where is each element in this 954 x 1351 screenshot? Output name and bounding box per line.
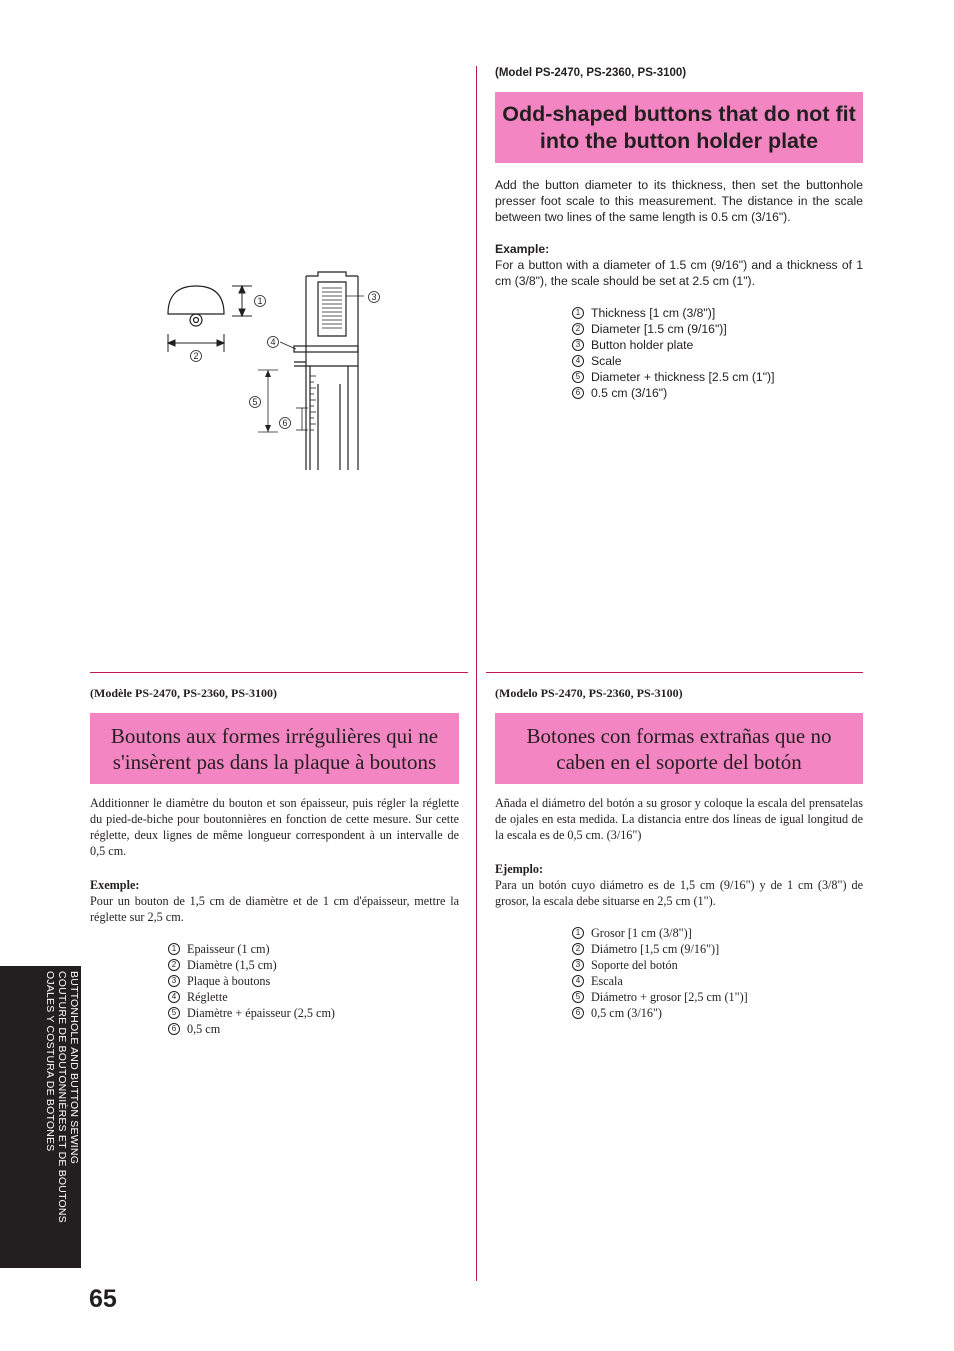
callout-2-label: 2	[193, 351, 199, 361]
callout-3	[369, 292, 380, 303]
column-divider	[476, 66, 477, 1281]
english-intro: Add the button diameter to its thickness, then set the buttonhole presser foot scale to this measurement. The distance in the scale between two lines of the same length is 0.5 cm (3/16").	[495, 178, 863, 224]
legend-number: 2	[572, 943, 584, 955]
legend-text: Diámetro [1,5 cm (9/16")]	[591, 942, 720, 956]
presser-foot-illustration	[294, 272, 358, 470]
legend-number: 6	[572, 1007, 584, 1019]
callout-5-label: 5	[252, 397, 258, 407]
english-model-label: (Model PS-2470, PS-2360, PS-3100)	[495, 67, 687, 79]
legend-text: Epaisseur (1 cm)	[187, 942, 270, 956]
thickness-dimension	[232, 286, 252, 316]
legend-text: Button holder plate	[591, 338, 694, 352]
legend-text: Diámetro + grosor [2,5 cm (1")]	[591, 990, 748, 1004]
legend-number: 4	[168, 991, 180, 1003]
english-example	[495, 241, 863, 289]
callout-2	[191, 351, 202, 362]
french-example-text: Pour un bouton de 1,5 cm de diamètre et de 1 cm d'épaisseur, mettre la réglette sur 2,5 cm.	[90, 894, 459, 924]
legend-text: Escala	[591, 974, 623, 988]
legend-item	[572, 337, 774, 353]
english-legend	[572, 305, 774, 401]
legend-number: 6	[168, 1023, 180, 1035]
legend-text: Scale	[591, 354, 622, 368]
legend-text: Réglette	[187, 990, 228, 1004]
legend-text: Diamètre + épaisseur (2,5 cm)	[187, 1006, 335, 1020]
callout-3-label: 3	[371, 292, 377, 302]
callout-5	[250, 397, 261, 408]
legend-text: 0,5 cm	[187, 1022, 221, 1036]
legend-item	[168, 989, 335, 1005]
legend-number: 3	[572, 959, 584, 971]
legend-item	[168, 941, 335, 957]
legend-item	[168, 1021, 335, 1037]
legend-number: 2	[572, 323, 584, 335]
legend-text: Thickness [1 cm (3/8")]	[591, 306, 716, 320]
legend-item	[572, 989, 748, 1005]
legend-number: 1	[572, 307, 584, 319]
legend-number: 5	[168, 1007, 180, 1019]
callout-1	[255, 296, 266, 307]
spanish-example-text: Para un botón cuyo diámetro es de 1,5 cm (9/16") y de 1 cm (3/8") de grosor, la escala debe situarse en 2,5 cm (1").	[495, 878, 863, 908]
spanish-model-label: (Modelo PS-2470, PS-2360, PS-3100)	[495, 686, 683, 700]
spanish-example	[495, 861, 863, 909]
callout-6	[280, 418, 291, 429]
legend-text: Grosor [1 cm (3/8")]	[591, 926, 692, 940]
legend-text: Diameter [1.5 cm (9/16")]	[591, 322, 727, 336]
button-presser-foot-diagram	[160, 266, 400, 472]
legend-number: 5	[572, 371, 584, 383]
legend-number: 1	[572, 927, 584, 939]
legend-number: 4	[572, 355, 584, 367]
spanish-heading: Botones con formas extrañas que no caben en el soporte del botón	[495, 713, 863, 784]
spanish-example-label: Ejemplo:	[495, 862, 544, 876]
legend-item	[572, 1005, 748, 1021]
french-example	[90, 877, 459, 925]
legend-text: Diamètre (1,5 cm)	[187, 958, 277, 972]
legend-item	[572, 973, 748, 989]
page-number: 65	[89, 1285, 117, 1313]
legend-text: 0,5 cm (3/16")	[591, 1006, 662, 1020]
french-example-label: Exemple:	[90, 878, 140, 892]
legend-item	[572, 385, 774, 401]
side-tab-line: BUTTONHOLE AND BUTTON SEWING	[68, 971, 80, 1165]
legend-item	[572, 353, 774, 369]
side-tab-line: OJALES Y COSTURA DE BOTONES	[44, 971, 56, 1152]
side-tab-line: COUTURE DE BOUTONNIÈRES ET DE BOUTONS	[56, 971, 68, 1223]
callout-4-label: 4	[270, 337, 276, 347]
english-example-label: Example:	[495, 242, 550, 256]
legend-item	[572, 957, 748, 973]
legend-number: 3	[572, 339, 584, 351]
legend-item	[572, 925, 748, 941]
legend-text: Plaque à boutons	[187, 974, 271, 988]
french-model-label: (Modèle PS-2470, PS-2360, PS-3100)	[90, 686, 277, 700]
french-heading: Boutons aux formes irrégulières qui ne s'insèrent pas dans la plaque à boutons	[90, 713, 459, 784]
english-example-text: For a button with a diameter of 1.5 cm (9/16") and a thickness of 1 cm (3/8"), the scale should be set at 2.5 cm (1").	[495, 258, 863, 288]
callout-6-label: 6	[282, 418, 288, 428]
legend-number: 2	[168, 959, 180, 971]
callout-1-label: 1	[257, 296, 263, 306]
legend-number: 3	[168, 975, 180, 987]
french-legend	[168, 941, 335, 1037]
legend-item	[572, 321, 774, 337]
section-rule-right	[486, 672, 863, 673]
spanish-legend	[572, 925, 748, 1021]
legend-text: Soporte del botón	[591, 958, 678, 972]
legend-item	[168, 973, 335, 989]
legend-text: 0.5 cm (3/16")	[591, 386, 668, 400]
legend-item	[572, 369, 774, 385]
french-intro: Additionner le diamètre du bouton et son épaisseur, puis régler la réglette du pied-de-biche pour boutonnières en fonction de cette mesure. Sur cette réglette, deux lignes de même longueur correspondent à un intervalle de 0,5 cm.	[90, 796, 459, 858]
button-illustration	[168, 286, 224, 326]
english-heading: Odd-shaped buttons that do not fit into the button holder plate	[495, 92, 863, 163]
legend-text: Diameter + thickness [2.5 cm (1")]	[591, 370, 775, 384]
section-rule-left	[90, 672, 468, 673]
legend-number: 1	[168, 943, 180, 955]
diameter-dimension	[168, 334, 224, 352]
legend-item	[168, 957, 335, 973]
legend-item	[572, 941, 748, 957]
callout-4	[268, 337, 279, 348]
legend-item	[168, 1005, 335, 1021]
legend-number: 6	[572, 387, 584, 399]
chapter-side-tab-text	[40, 971, 80, 1261]
legend-number: 5	[572, 991, 584, 1003]
legend-item	[572, 305, 774, 321]
legend-number: 4	[572, 975, 584, 987]
spanish-intro: Añada el diámetro del botón a su grosor y coloque la escala del prensatelas de ojales en esta medida. La distancia entre dos líneas de igual longitud de la escala es de 0,5 cm. (3/16")	[495, 796, 863, 842]
